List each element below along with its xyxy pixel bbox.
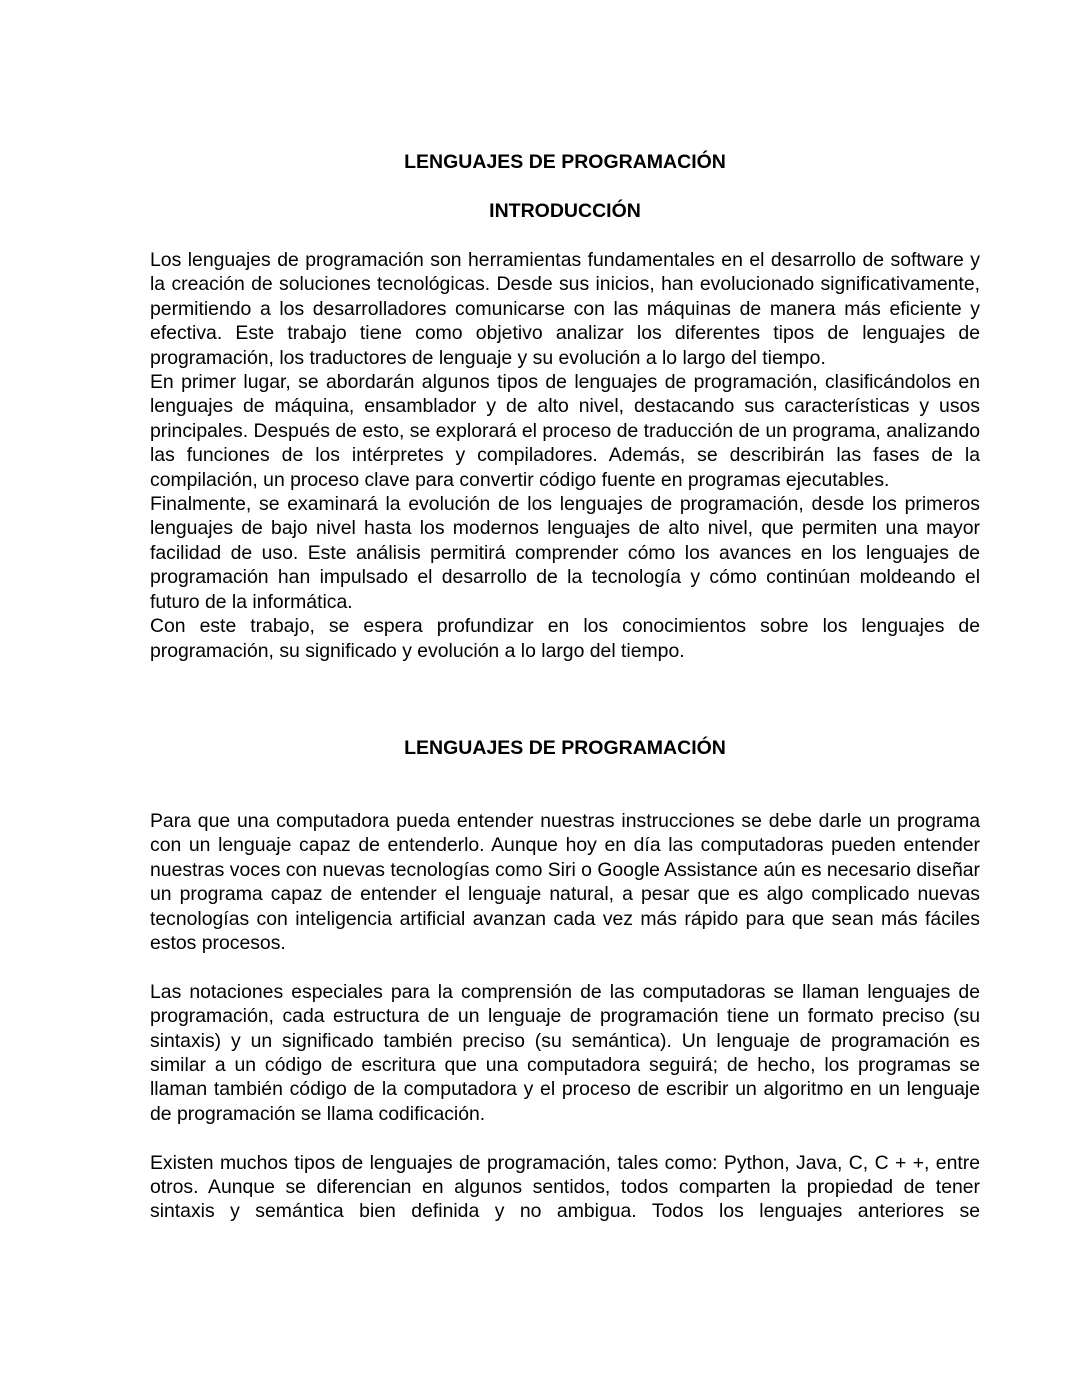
intro-paragraph: Con este trabajo, se espera profundizar en los conocimientos sobre los lenguajes de programación, su significado y evolución a lo largo del tiempo. <box>150 615 980 662</box>
intro-paragraph: En primer lugar, se abordarán algunos tipos de lenguajes de programación, clasificándolos en lenguajes de máquina, ensamblador y de alto nivel, destacando sus características y usos principales. Después de esto, se explorará el proceso de traducción de un programa, analizando las funciones de los intérpretes y compiladores. Además, se describirán las fases de la compilación, un proceso clave para convertir código fuente en programas ejecutables. <box>150 371 980 491</box>
section-heading: LENGUAJES DE PROGRAMACIÓN <box>404 736 726 759</box>
document-page <box>150 0 980 1224</box>
intro-heading: INTRODUCCIÓN <box>489 200 641 222</box>
intro-paragraph: Finalmente, se examinará la evolución de los lenguajes de programación, desde los primeros lenguajes de bajo nivel hasta los modernos lenguajes de alto nivel, que permiten una mayor facilidad de uso. Este análisis permitirá comprender cómo los avances en los lenguajes de programación han impulsado el desarrollo de la tecnología y cómo continúan moldeando el futuro de la informática. <box>150 493 980 613</box>
section-paragraph: Existen muchos tipos de lenguajes de programación, tales como: Python, Java, C, C + +, entre otros. Aunque se diferencian en algunos sentidos, todos comparten la propiedad de tener sintaxis y semántica bien definida y no ambigua. Todos los lenguajes anteriores se <box>150 1151 980 1223</box>
section-paragraph: Para que una computadora pueda entender nuestras instrucciones se debe darle un programa con un lenguaje capaz de entenderlo. Aunque hoy en día las computadoras pueden entender nuestras voces con nuevas tecnologías como Siri o Google Assistance aún es necesario diseñar un programa capaz de entender el lenguaje natural, a pesar que es algo complicado nuevas tecnologías con inteligencia artificial avanzan cada vez más rápido para que sean más fáciles estos procesos. <box>150 809 980 954</box>
section-body <box>150 809 980 1224</box>
intro-paragraph: Los lenguajes de programación son herramientas fundamentales en el desarrollo de software y la creación de soluciones tecnológicas. Desde sus inicios, han evolucionado significativamente, permitiendo a los desarrolladores comunicarse con las máquinas de manera más eficiente y efectiva. Este trabajo tiene como objetivo analizar los diferentes tipos de lenguajes de programación, los traductores de lenguaje y su evolución a lo largo del tiempo. <box>150 249 980 369</box>
section-paragraph: Las notaciones especiales para la comprensión de las computadoras se llaman lenguajes de programación, cada estructura de un lenguaje de programación tiene un formato preciso (su sintaxis) y un significado también preciso (su semántica). Un lenguaje de programación es similar a un código de escritura que una computadora seguirá; de hecho, los programas se llaman también código de la computadora y el proceso de escribir un algoritmo en un lenguaje de programación se llama codificación. <box>150 980 980 1125</box>
intro-body <box>150 248 980 663</box>
document-title: LENGUAJES DE PROGRAMACIÓN <box>404 151 726 173</box>
